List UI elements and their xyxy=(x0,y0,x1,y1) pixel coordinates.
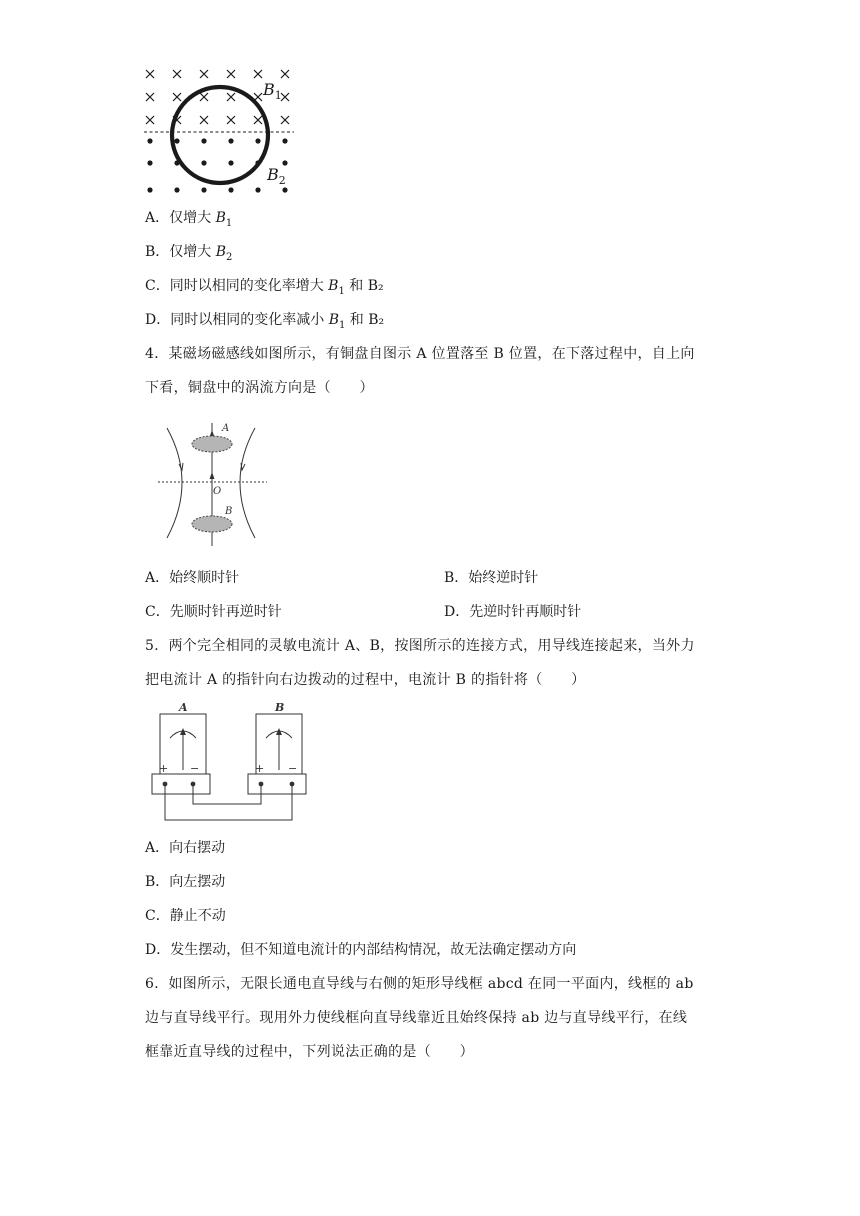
q5-option-c[interactable]: C．静止不动 xyxy=(145,908,226,924)
label-o: O xyxy=(213,486,222,497)
field-cross-mark xyxy=(281,93,289,101)
q5-galvanometers-figure xyxy=(148,700,318,828)
field-dot-mark xyxy=(147,160,152,165)
label-a: A xyxy=(179,701,188,714)
q4-stem-line2: 下看，铜盘中的涡流方向是（ ） xyxy=(145,380,374,396)
right-line-arrow xyxy=(241,463,245,470)
field-dot-mark xyxy=(201,187,206,192)
terminal-b-plus xyxy=(259,782,264,787)
terminal-a-minus xyxy=(191,782,196,787)
field-cross-mark xyxy=(227,93,235,101)
label-b-plus: + xyxy=(255,762,265,775)
field-cross-mark xyxy=(200,93,208,101)
field-cross-mark xyxy=(200,116,208,124)
field-dot-mark xyxy=(174,138,179,143)
q5-option-b[interactable]: B．向左摆动 xyxy=(145,874,226,890)
field-dot-mark xyxy=(282,187,287,192)
conducting-ring xyxy=(172,87,268,183)
label-a: A xyxy=(222,423,230,434)
field-dot-mark xyxy=(282,138,287,143)
field-cross-mark xyxy=(254,70,262,78)
field-dot-mark xyxy=(201,138,206,143)
right-field-line xyxy=(240,428,255,538)
q3-field-figure xyxy=(138,62,298,202)
q3-option-a[interactable]: A．仅增大 $B_1$ xyxy=(145,210,233,229)
field-cross-mark xyxy=(173,93,181,101)
field-dot-mark xyxy=(174,187,179,192)
label-a-minus: − xyxy=(190,762,200,775)
q4-option-a[interactable]: A．始终顺时针 xyxy=(145,570,240,586)
field-cross-mark xyxy=(173,70,181,78)
q6-stem-line3: 框靠近直导线的过程中，下列说法正确的是（ ） xyxy=(145,1044,474,1060)
q5-stem-line1: 5．两个完全相同的灵敏电流计 A、B，按图所示的连接方式，用导线连接起来，当外力 xyxy=(145,638,695,654)
copper-disk-position-b xyxy=(192,516,232,532)
field-dot-mark xyxy=(201,160,206,165)
label-a-plus: + xyxy=(159,762,169,775)
q4-stem-line1: 4．某磁场磁感线如图所示，有铜盘自图示 A 位置落至 B 位置，在下落过程中，自上向 xyxy=(145,346,695,362)
field-cross-mark xyxy=(200,70,208,78)
wire-a-plus-to-b-minus xyxy=(165,784,292,820)
field-dot-mark xyxy=(228,138,233,143)
field-dot-mark xyxy=(228,160,233,165)
label-b-minus: − xyxy=(288,762,298,775)
q5-option-a[interactable]: A．向右摆动 xyxy=(145,840,226,856)
q3-option-d[interactable]: D．同时以相同的变化率减小 $B_1$ 和 B₂ xyxy=(145,312,385,331)
field-cross-mark xyxy=(146,116,154,124)
galvanometer-a-base xyxy=(152,774,210,794)
q4-field-lines-figure xyxy=(155,420,275,550)
label-b: B xyxy=(225,506,233,517)
copper-disk-position-a xyxy=(192,436,232,452)
field-cross-mark xyxy=(227,70,235,78)
field-cross-mark xyxy=(281,70,289,78)
terminal-b-minus xyxy=(290,782,295,787)
field-dot-mark xyxy=(228,187,233,192)
q5-option-d[interactable]: D．发生摆动，但不知道电流计的内部结构情况，故无法确定摆动方向 xyxy=(145,942,577,958)
q4-option-c[interactable]: C．先顺时针再逆时针 xyxy=(145,604,282,620)
q5-stem-line2: 把电流计 A 的指针向右边拨动的过程中，电流计 B 的指针将（ ） xyxy=(145,672,586,688)
field-cross-mark xyxy=(146,93,154,101)
field-cross-mark xyxy=(227,116,235,124)
q3-option-c[interactable]: C．同时以相同的变化率增大 $B_1$ 和 B₂ xyxy=(145,278,384,297)
field-cross-mark xyxy=(281,116,289,124)
field-dot-mark xyxy=(147,187,152,192)
galvanometer-b-base xyxy=(248,774,306,794)
label-b1: $B_1$ xyxy=(263,80,282,102)
q6-stem-line2: 边与直导线平行。现用外力使线框向直导线靠近且始终保持 ab 边与直导线平行，在线 xyxy=(145,1010,688,1026)
field-dot-mark xyxy=(255,138,260,143)
label-b: B xyxy=(275,701,285,714)
left-field-line xyxy=(167,428,182,538)
label-b2: $B_2$ xyxy=(267,165,286,187)
field-dot-mark xyxy=(147,138,152,143)
upward-arrow-middle xyxy=(210,472,215,479)
field-dot-mark xyxy=(282,160,287,165)
q4-option-b[interactable]: B．始终逆时针 xyxy=(444,570,539,586)
field-cross-mark xyxy=(146,70,154,78)
q6-stem-line1: 6．如图所示，无限长通电直导线与右侧的矩形导线框 abcd 在同一平面内，线框的 ab xyxy=(145,976,694,992)
field-cross-mark xyxy=(254,116,262,124)
field-dot-mark xyxy=(255,187,260,192)
q3-option-b[interactable]: B．仅增大 $B_2$ xyxy=(145,244,233,263)
terminal-a-plus xyxy=(163,782,168,787)
q4-option-d[interactable]: D．先逆时针再顺时针 xyxy=(444,604,582,620)
